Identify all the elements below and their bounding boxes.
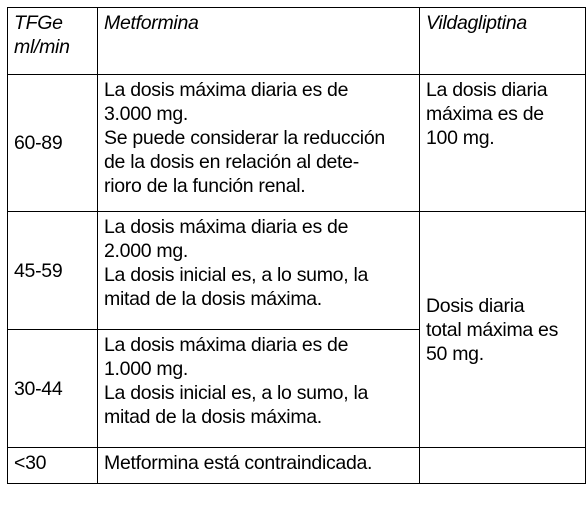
metformina-line: La dosis inicial es, a lo sumo, la [104,382,369,404]
header-metformina-label: Metformina [104,12,199,34]
metformina-line: rioro de la función renal. [104,175,306,197]
header-vildagliptina [420,8,586,75]
header-vildagliptina-label: Vildagliptina [426,12,527,34]
table-row [8,75,586,212]
metformina-cell [98,448,420,484]
metformina-line: Metformina está contraindicada. [104,452,373,474]
metformina-cell [98,212,420,330]
metformina-line: La dosis máxima diaria es de [104,334,349,356]
vildagliptina-line: 50 mg. [426,342,484,365]
metformina-cell [98,75,420,212]
metformina-line: mitad de la dosis máxima. [104,406,322,428]
metformina-line: de la dosis en relación al dete- [104,151,359,173]
dosing-table [7,7,586,484]
metformina-line: 1.000 mg. [104,358,189,380]
vildagliptina-line: máxima es de [426,103,544,125]
tfg-cell: 30-44 [8,330,98,448]
metformina-line: mitad de la dosis máxima. [104,288,322,310]
vildagliptina-cell [420,212,586,448]
vildagliptina-line: Dosis diaria [426,294,525,317]
metformina-cell [98,330,420,448]
vildagliptina-line: 100 mg. [426,127,495,149]
metformina-line: Se puede considerar la reducción [104,127,385,149]
tfg-cell: 45-59 [8,212,98,330]
header-tfg [8,8,98,75]
tfg-cell: <30 [8,448,98,484]
vildagliptina-cell-empty [420,448,586,484]
metformina-line: La dosis inicial es, a lo sumo, la [104,264,369,286]
vildagliptina-cell [420,75,586,212]
metformina-line: La dosis máxima diaria es de [104,79,349,101]
header-metformina [98,8,420,75]
metformina-line: La dosis máxima diaria es de [104,216,349,238]
vildagliptina-line: La dosis diaria [426,79,548,101]
tfg-cell: 60-89 [8,75,98,212]
table-row [8,212,586,330]
header-tfg-line-1: TFGe [14,12,63,34]
table-row [8,448,586,484]
metformina-line: 3.000 mg. [104,103,189,125]
header-row [8,8,586,75]
header-tfg-line-2: ml/min [14,36,70,58]
metformina-line: 2.000 mg. [104,240,189,262]
vildagliptina-line: total máxima es [426,318,559,341]
